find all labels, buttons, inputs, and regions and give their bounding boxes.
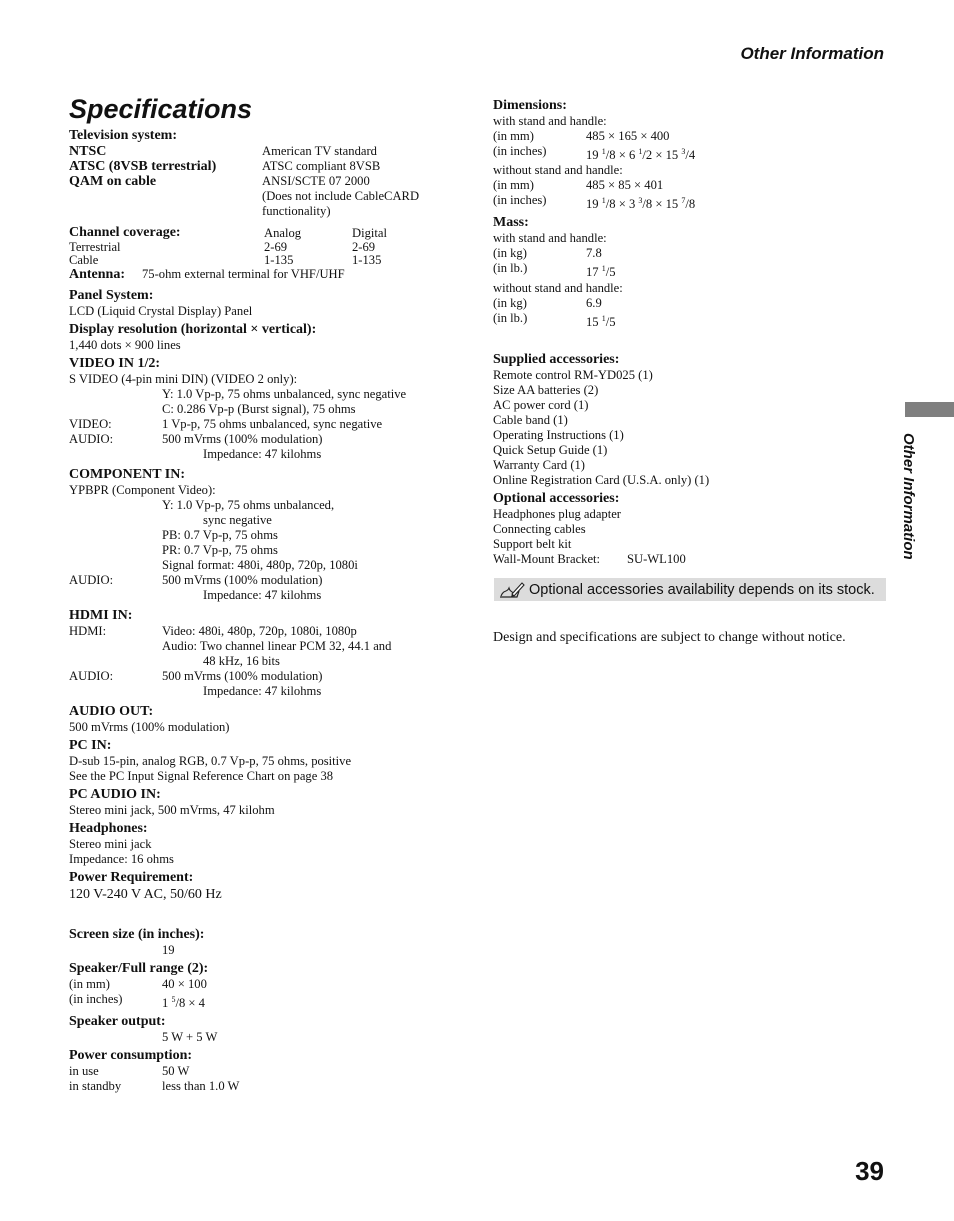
dimensions-in-value: 19 $^1$/8 × 6 $^1$/2 × 15 $^3$/4: [586, 147, 696, 163]
power-standby-label: in standby: [69, 1079, 122, 1094]
mass-kg-label: (in kg): [493, 246, 527, 261]
mass-kg-value: 6.9: [586, 295, 602, 310]
mass-with: with stand and handle:: [493, 231, 607, 246]
dimensions-in-label: (in inches): [493, 193, 547, 208]
supplied-item: Operating Instructions (1): [493, 427, 624, 442]
tv-system-note: (Does not include CableCARD: [262, 189, 420, 203]
video-in-heading: VIDEO IN 1/2:: [69, 356, 161, 371]
supplied-heading: Supplied accessories:: [493, 351, 620, 367]
note-pencil-icon: [497, 580, 525, 600]
tv-system-key: NTSC: [69, 144, 107, 159]
mass-kg-label: (in kg): [493, 295, 527, 310]
tv-system-value: American TV standard: [262, 144, 377, 158]
hdmi-audio-label: AUDIO:: [69, 669, 114, 683]
resolution-value: 1,440 dots × 900 lines: [69, 338, 181, 352]
page-title: Specifications: [69, 94, 253, 124]
component-y: Y: 1.0 Vp-p, 75 ohms unbalanced,: [162, 498, 335, 512]
speaker-mm-label: (in mm): [69, 977, 110, 991]
headphones-line: Impedance: 16 ohms: [69, 852, 174, 866]
speaker-out-heading: Speaker output:: [69, 1014, 166, 1030]
dimensions-mm-value: 485 × 85 × 401: [586, 178, 664, 193]
power-req-heading: Power Requirement:: [69, 870, 194, 885]
audio-out-heading: AUDIO OUT:: [69, 704, 154, 719]
mass-lb-label: (in lb.): [493, 261, 528, 276]
screen-value: 19: [162, 943, 175, 957]
supplied-item: Remote control RM-YD025 (1): [493, 367, 653, 382]
dimensions-heading: Dimensions:: [493, 98, 567, 113]
video-in-audio-label: AUDIO:: [69, 432, 114, 446]
mass-heading: Mass:: [493, 215, 529, 231]
speaker-heading: Speaker/Full range (2):: [69, 961, 209, 976]
note-box: [494, 578, 886, 601]
bracket-model: SU-WL100: [627, 551, 686, 566]
hdmi-audio: Audio: Two channel linear PCM 32, 44.1 and: [162, 639, 392, 653]
optional-item: Connecting cables: [493, 521, 586, 536]
dimensions-with: with stand and handle:: [493, 114, 607, 128]
power-use-value: 50 W: [162, 1064, 190, 1079]
page-number: 39: [855, 1156, 884, 1186]
component-y-cont: sync negative: [203, 513, 272, 527]
supplied-item: Cable band (1): [493, 412, 568, 427]
antenna-heading: Antenna:: [69, 267, 126, 282]
optional-item: Headphones plug adapter: [493, 506, 621, 521]
channel-row-label: Terrestrial: [69, 240, 121, 254]
channel-col-analog: Analog: [264, 226, 302, 240]
optional-heading: Optional accessories:: [493, 490, 620, 506]
video-in-y: Y: 1.0 Vp-p, 75 ohms unbalanced, sync negative: [162, 387, 407, 401]
hdmi-impedance: Impedance: 47 kilohms: [203, 684, 322, 698]
power-use-label: in use: [69, 1064, 99, 1079]
pc-in-heading: PC IN:: [69, 738, 112, 753]
channel-row-label: Cable: [69, 253, 99, 267]
mass-lb-value: 15 $^1$/5: [586, 313, 616, 329]
note-text: Optional accessories availability depends on its stock.: [529, 581, 875, 598]
dimensions-mm-value: 485 × 165 × 400: [586, 129, 670, 143]
hdmi-heading: HDMI IN:: [69, 608, 133, 623]
design-notice: Design and specifications are subject to change without notice.: [493, 630, 846, 645]
bracket-label: Wall-Mount Bracket:: [493, 551, 601, 566]
component-heading: COMPONENT IN:: [69, 467, 186, 482]
speaker-out-value: 5 W + 5 W: [162, 1030, 218, 1045]
mass-without: without stand and handle:: [493, 280, 623, 295]
tv-system-note: functionality): [262, 204, 331, 218]
right-column: [493, 98, 913, 567]
headphones-heading: Headphones:: [69, 821, 148, 836]
speaker-in-value: 1 $^5$/8 × 4: [162, 995, 205, 1011]
tv-system-key: QAM on cable: [69, 174, 157, 189]
component-format: Signal format: 480i, 480p, 720p, 1080i: [162, 558, 358, 572]
channel-analog: 1-135: [264, 253, 294, 267]
component-audio-value: 500 mVrms (100% modulation): [162, 573, 323, 587]
speaker-mm-value: 40 × 100: [162, 977, 207, 991]
side-tab-label: Other Information: [900, 433, 917, 560]
component-impedance: Impedance: 47 kilohms: [203, 588, 322, 602]
pc-audio-value: Stereo mini jack, 500 mVrms, 47 kilohm: [69, 803, 275, 817]
component-ypbpr: YPBPR (Component Video):: [69, 483, 216, 497]
panel-heading: Panel System:: [69, 288, 154, 303]
supplied-item: Size AA batteries (2): [493, 382, 599, 397]
tv-system-heading: Television system:: [69, 128, 177, 143]
supplied-item: Quick Setup Guide (1): [493, 442, 608, 457]
dimensions-mm-label: (in mm): [493, 129, 534, 143]
hdmi-video: Video: 480i, 480p, 720p, 1080i, 1080p: [162, 624, 357, 638]
channel-col-digital: Digital: [352, 226, 387, 240]
resolution-heading: Display resolution (horizontal × vertical):: [69, 322, 317, 337]
mass-lb-value: 17 $^1$/5: [586, 264, 616, 280]
component-pb: PB: 0.7 Vp-p, 75 ohms: [162, 528, 278, 542]
panel-value: LCD (Liquid Crystal Display) Panel: [69, 304, 253, 318]
power-req-value: 120 V-240 V AC, 50/60 Hz: [69, 887, 222, 902]
video-in-svideo: S VIDEO (4-pin mini DIN) (VIDEO 2 only):: [69, 372, 298, 386]
speaker-in-label: (in inches): [69, 992, 123, 1006]
tv-system-value: ATSC compliant 8VSB: [262, 159, 381, 173]
supplied-item: AC power cord (1): [493, 397, 589, 412]
mass-kg-value: 7.8: [586, 246, 602, 261]
video-in-video-label: VIDEO:: [69, 417, 112, 431]
power-standby-value: less than 1.0 W: [162, 1079, 240, 1094]
supplied-item: Online Registration Card (U.S.A. only) (1): [493, 472, 710, 487]
left-column: [69, 94, 469, 1094]
screen-heading: Screen size (in inches):: [69, 927, 205, 942]
hdmi-audio-cont: 48 kHz, 16 bits: [203, 654, 280, 668]
headphones-line: Stereo mini jack: [69, 837, 152, 851]
tv-system-rows: [69, 144, 469, 219]
pc-in-line: D-sub 15-pin, analog RGB, 0.7 Vp-p, 75 ohms, positive: [69, 754, 352, 768]
tv-system-key: ATSC (8VSB terrestrial): [69, 159, 217, 174]
dimensions-in-label: (in inches): [493, 144, 547, 158]
hdmi-label: HDMI:: [69, 624, 107, 638]
power-cons-heading: Power consumption:: [69, 1048, 193, 1064]
video-in-impedance: Impedance: 47 kilohms: [203, 447, 322, 461]
channel-digital: 1-135: [352, 253, 382, 267]
channel-analog: 2-69: [264, 240, 288, 254]
component-pr: PR: 0.7 Vp-p, 75 ohms: [162, 543, 278, 557]
video-in-c: C: 0.286 Vp-p (Burst signal), 75 ohms: [162, 402, 356, 416]
running-header: Other Information: [740, 44, 884, 63]
dimensions-without: without stand and handle:: [493, 163, 623, 178]
pc-audio-heading: PC AUDIO IN:: [69, 787, 161, 802]
supplied-item: Warranty Card (1): [493, 457, 585, 472]
dimensions-in-value: 19 $^1$/8 × 3 $^3$/8 × 15 $^7$/8: [586, 196, 696, 212]
pc-in-line: See the PC Input Signal Reference Chart on page 38: [69, 769, 334, 783]
antenna-value: 75-ohm external terminal for VHF/UHF: [142, 267, 345, 281]
optional-item: Support belt kit: [493, 536, 572, 551]
channel-heading: Channel coverage:: [69, 225, 181, 240]
channel-digital: 2-69: [352, 240, 376, 254]
dimensions-mm-label: (in mm): [493, 178, 534, 193]
audio-out-value: 500 mVrms (100% modulation): [69, 720, 230, 734]
video-in-video-value: 1 Vp-p, 75 ohms unbalanced, sync negative: [162, 417, 383, 431]
hdmi-audio-value: 500 mVrms (100% modulation): [162, 669, 323, 683]
tv-system-value: ANSI/SCTE 07 2000: [262, 174, 370, 188]
component-audio-label: AUDIO:: [69, 573, 114, 587]
mass-lb-label: (in lb.): [493, 310, 528, 325]
video-in-audio-value: 500 mVrms (100% modulation): [162, 432, 323, 446]
